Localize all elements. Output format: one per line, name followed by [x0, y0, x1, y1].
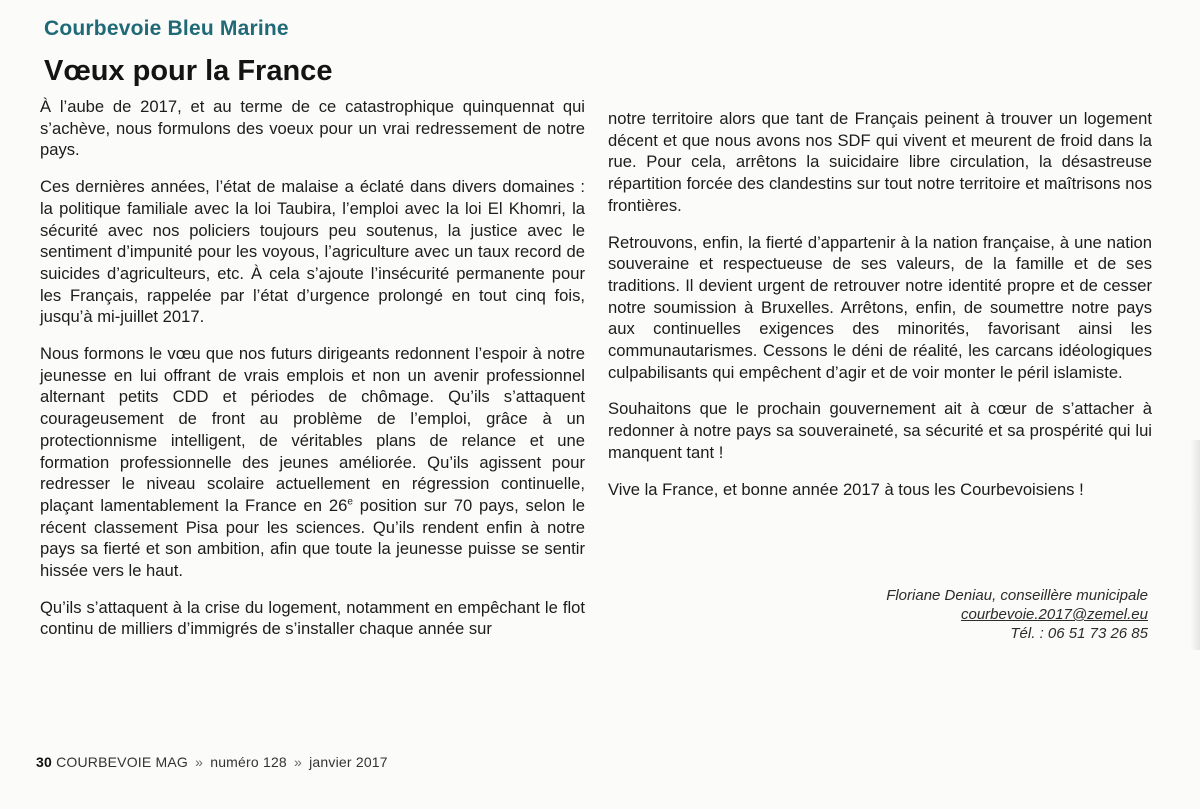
issue-date: janvier 2017 [309, 754, 388, 770]
footer-separator-icon: » [195, 754, 204, 770]
section-label: Courbevoie Bleu Marine [44, 17, 289, 40]
paragraph-jeunesse-text-b: position sur 70 pays, selon le récent classement Pisa pour les sciences. Qu’ils rendent enfin à notre pays sa fierté et son ambition, afin que toute la jeunesse puisse se sentir hissée vers le haut. [40, 495, 585, 581]
signature-email-link[interactable]: courbevoie.2017@zemel.eu [960, 606, 1148, 623]
article-title: Vœux pour la France [44, 55, 333, 87]
paragraph-malaise: Ces dernières années, l’état de malaise a éclaté dans divers domaines : la politique familiale avec la loi Taubira, l’emploi avec la loi El Khomri, la sécurité avec nos policiers toujours peu soutenus, la justice avec le sentiment d’impunité pour les voyous, l’agriculture avec un taux record de suicides d’agriculteurs, etc. À cela s’ajoute l’insécurité permanente pour les Français, rappelée par l’état d’urgence prolongé en tout cinq fois, jusqu’à mi-juillet 2017. [40, 177, 585, 327]
signature-block [886, 586, 1148, 643]
page-footer [36, 754, 388, 770]
right-column [608, 108, 1152, 515]
page-number: 30 [36, 754, 52, 770]
left-column [40, 96, 585, 640]
paragraph-fierte: Retrouvons, enfin, la fierté d’appartenir à la nation française, à une nation souveraine et respectueuse de ses valeurs, de la famille et de ses traditions. Il devient urgent de retrouver notre identité propre et de cesser notre soumission à Bruxelles. Arrêtons, enfin, de soumettre notre pays aux continuelles exigences des minorités, favorisant ainsi les communautarismes. Cessons le déni de réalité, les carcans idéologiques culpabilisants qui empêchent d’agir et de voir monter le péril islamiste. [608, 232, 1152, 382]
paragraph-souhaits: Souhaitons que le prochain gouvernement ait à cœur de s’attacher à redonner à notre pays sa souveraineté, sa sécurité et sa prospérité qui lui manquent tant ! [608, 399, 1152, 462]
paragraph-logement: Qu’ils s’attaquent à la crise du logement, notamment en empêchant le flot continu de milliers d’immigrés de s’installer chaque année sur [40, 597, 585, 639]
magazine-name: COURBEVOIE MAG [56, 754, 189, 770]
paragraph-jeunesse-text-a: Nous formons le vœu que nos futurs dirigeants redonnent l’espoir à notre jeunesse en lui offrant de vrais emplois et non un avenir professionnel alternant petits CDD et périodes de chômage. Qu’ils s’attaquent courageusement de front au problème de l’emploi, grâce à un protectionnisme intelligent, de véritables plans de relance et une formation professionnelle des jeunes améliorée. Qu’ils agissent pour redresser le niveau scolaire actuellement en régression continuelle, plaçant lamentablement la France en 26 [40, 344, 585, 515]
paragraph-territoire: notre territoire alors que tant de Français peinent à trouver un logement décent et que nous avons nos SDF qui vivent et meurent de froid dans la rue. Pour cela, arrêtons la suicidaire libre circulation, la désastreuse répartition forcée des clandestins sur tout notre territoire et maîtrisons nos frontières. [608, 109, 1152, 215]
paragraph-intro: À l’aube de 2017, et au terme de ce catastrophique quinquennat qui s’achève, nous formulons des voeux pour un vrai redressement de notre pays. [40, 97, 585, 160]
signature-phone: Tél. : 06 51 73 26 85 [1010, 625, 1148, 642]
paragraph-jeunesse [40, 343, 585, 582]
paragraph-vive-la-france: Vive la France, et bonne année 2017 à tous les Courbevoisiens ! [608, 479, 1084, 499]
footer-separator-icon: » [294, 754, 303, 770]
issue-number: numéro 128 [210, 754, 287, 770]
ordinal-suffix: e [347, 496, 353, 508]
scan-edge-shadow [1190, 440, 1200, 650]
signature-name: Floriane Deniau, conseillère municipale [886, 587, 1148, 604]
